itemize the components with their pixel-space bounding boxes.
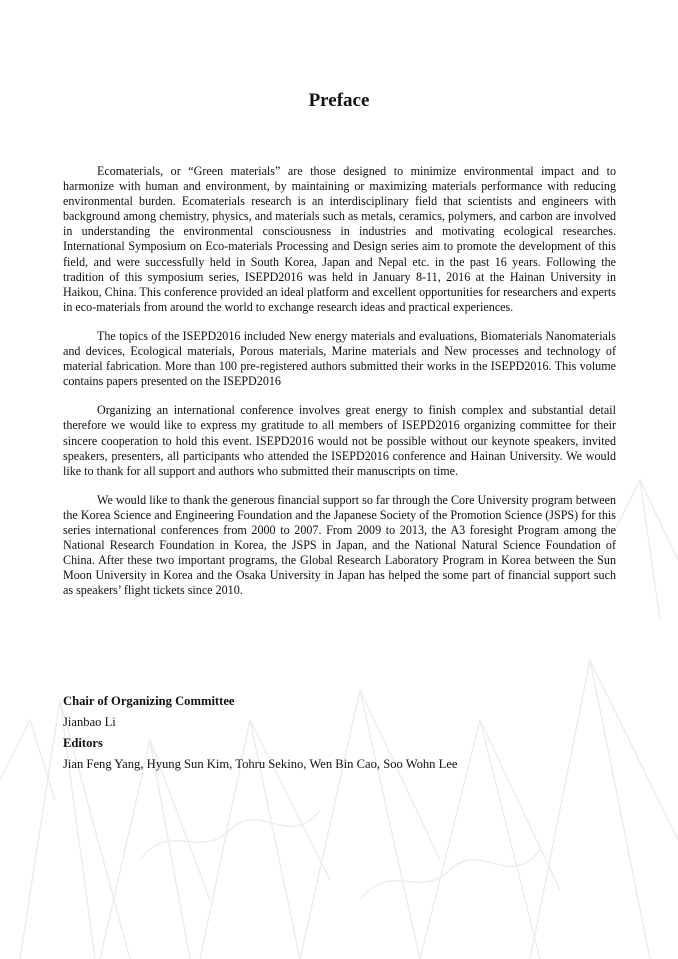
credits-block — [63, 691, 623, 775]
editors-names: Jian Feng Yang, Hyung Sun Kim, Tohru Sekino, Wen Bin Cao, Soo Wohn Lee — [63, 757, 458, 771]
paragraph-topics: The topics of the ISEPD2016 included New energy materials and evaluations, Biomaterials Nanomaterials and devices, Ecological materials, Porous materials, Marine materials and New processes and technology of material fabrication. More than 100 pre-registered authors submitted their works in the ISEPD2016. This volume contains papers presented on the ISEPD2016 — [63, 328, 616, 389]
preface-body — [63, 164, 616, 598]
editors-heading: Editors — [63, 736, 103, 750]
paragraph-financial-support: We would like to thank the generous financial support so far through the Core University program between the Korea Science and Engineering Foundation and the Japanese Society of the Promotion Science (JSPS) for this series international conferences from 2000 to 2007. From 2009 to 2013, the A3 foresight Program among the National Research Foundation in Korea, the JSPS in Japan, and the National Natural Science Foundation of China. After these two important programs, the Global Research Laboratory Program in Korea between the Sun Moon University in Korea and the Osaka University in Japan has helped the some part of financial support such as speakers’ flight tickets since 2010. — [63, 492, 616, 598]
page-title: Preface — [308, 90, 370, 111]
paragraph-acknowledgements: Organizing an international conference involves great energy to finish complex and substantial detail therefore we would like to express my gratitude to all members of ISEPD2016 organizing committee for their sincere cooperation to hold this event. ISEPD2016 would not be possible without our keynote speakers, invited speakers, presenters, all participants who attended the ISEPD2016 conference and Hainan University. We would like to thank for all support and authors who submitted their manuscripts on time. — [63, 403, 616, 478]
chair-heading: Chair of Organizing Committee — [63, 694, 235, 708]
chair-name: Jianbao Li — [63, 715, 116, 729]
paragraph-intro: Ecomaterials, or “Green materials” are those designed to minimize environmental impact and to harmonize with human and environment, by maintaining or maximizing materials performance with reducing environmental burden. Ecomaterials research is an interdisciplinary field that scientists and engineers with background among chemistry, physics, and materials such as metals, ceramics, polymers, and carbon are involved in understanding the environmental consciousness in industries and motivating ecological researches. International Symposium on Eco-materials Processing and Design series aim to promote the development of this field, and were successfully held in South Korea, Japan and Nepal etc. in the past 16 years. Following the tradition of this symposium series, ISEPD2016 was held in January 8-11, 2016 at the Hainan University in Haikou, China. This conference provided an ideal platform and excellent opportunities for researchers and experts in eco-materials from around the world to exchange research ideas and practical experiences. — [63, 164, 616, 314]
